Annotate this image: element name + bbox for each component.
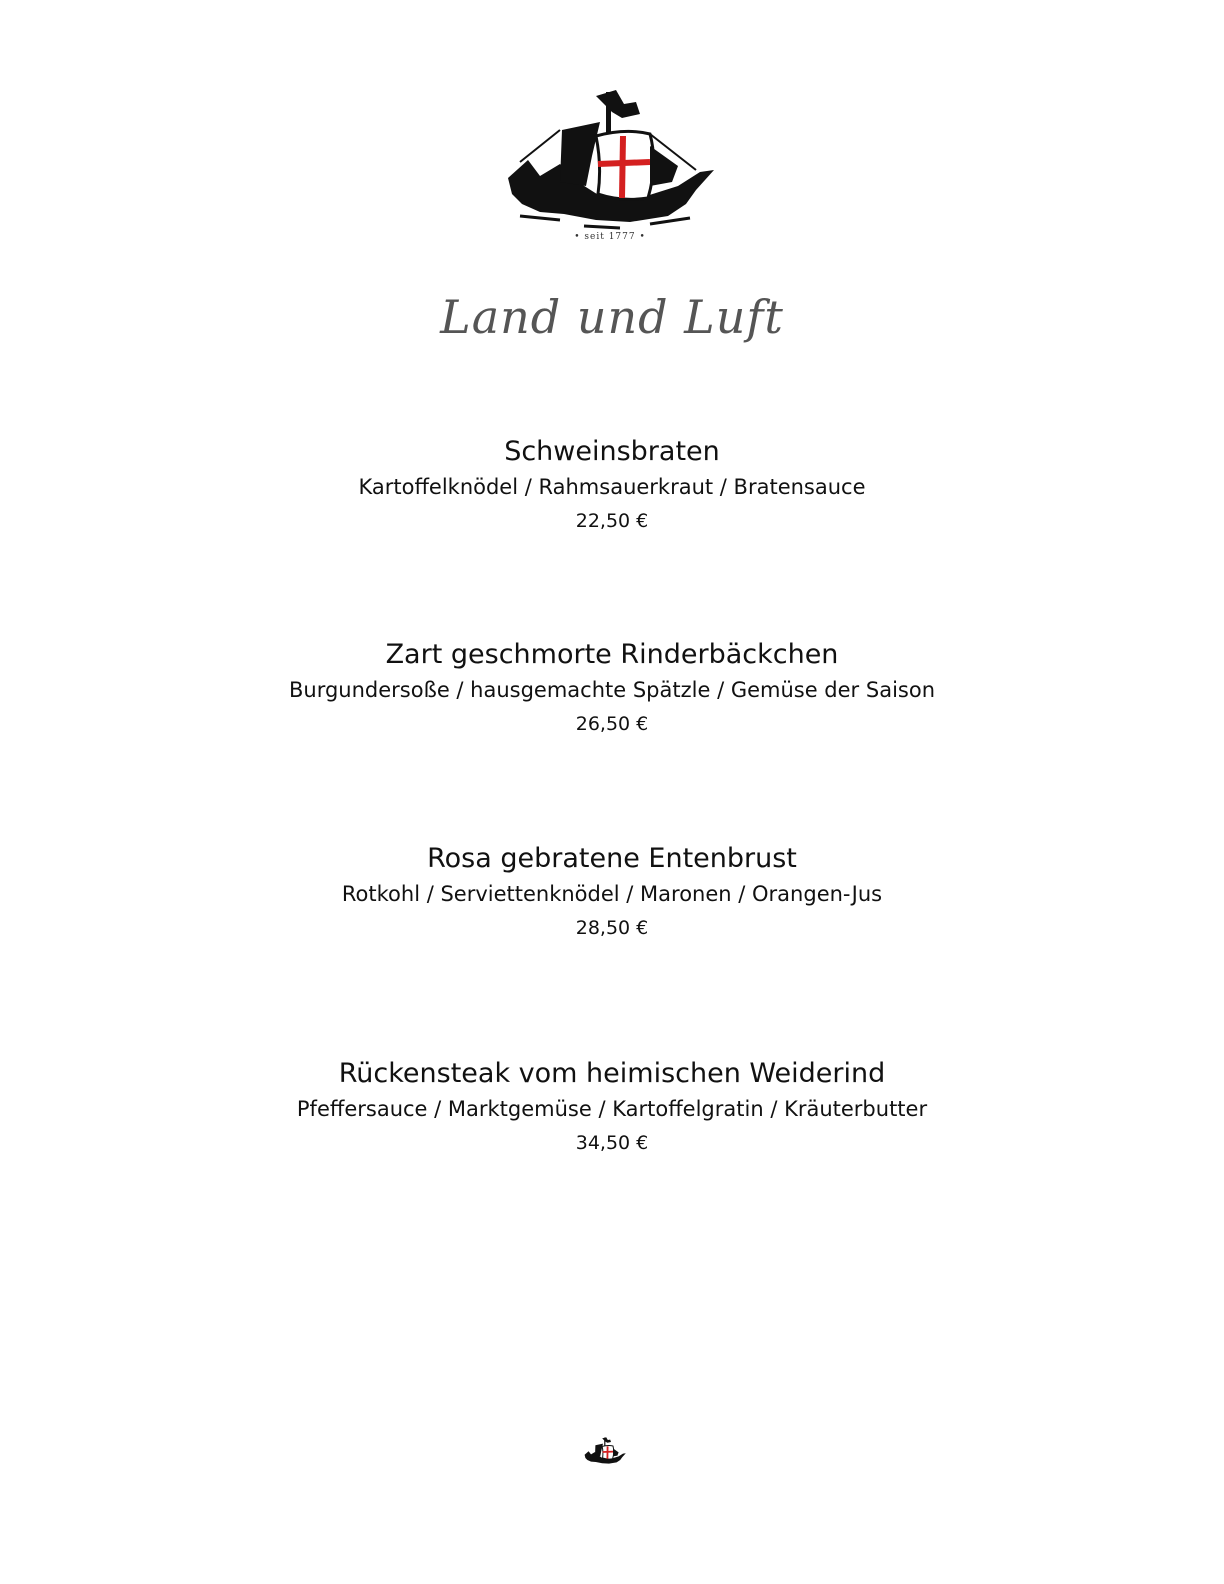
menu-item bbox=[0, 637, 1224, 741]
dish-description: Burgundersoße / hausgemachte Spätzle / Gemüse der Saison bbox=[288, 678, 936, 702]
dish-price: 28,50 € bbox=[575, 917, 649, 939]
footer-ship-logo bbox=[583, 1436, 627, 1470]
menu-item bbox=[0, 434, 1224, 538]
dish-price: 26,50 € bbox=[575, 713, 649, 735]
dish-name: Rosa gebratene Entenbrust bbox=[427, 843, 797, 874]
dish-price: 34,50 € bbox=[575, 1132, 649, 1154]
dish-description: Kartoffelknödel / Rahmsauerkraut / Bratensauce bbox=[358, 475, 866, 499]
ship-logo bbox=[500, 86, 720, 252]
dish-description: Pfeffersauce / Marktgemüse / Kartoffelgratin / Kräuterbutter bbox=[296, 1097, 928, 1121]
logo-tagline: • seit 1777 • bbox=[574, 232, 646, 242]
dish-name: Schweinsbraten bbox=[504, 436, 720, 467]
menu-item bbox=[0, 1056, 1224, 1160]
dish-price: 22,50 € bbox=[575, 510, 649, 532]
dish-name: Rückensteak vom heimischen Weiderind bbox=[338, 1058, 886, 1089]
dish-name: Zart geschmorte Rinderbäckchen bbox=[385, 639, 839, 670]
dish-description: Rotkohl / Serviettenknödel / Maronen / Orangen-Jus bbox=[341, 882, 883, 906]
menu-item bbox=[0, 841, 1224, 945]
page-title: Land und Luft bbox=[440, 290, 784, 344]
